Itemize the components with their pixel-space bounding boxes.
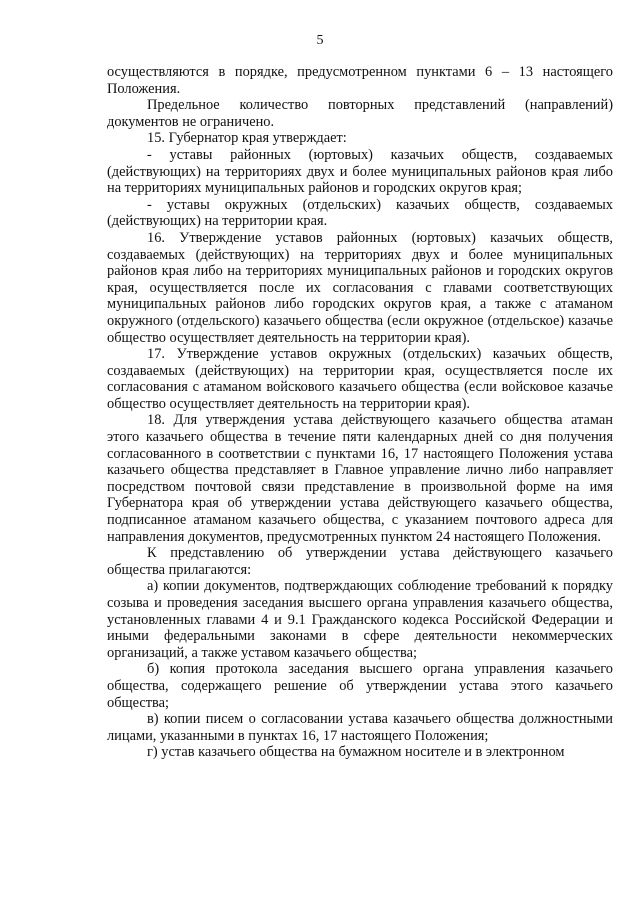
paragraph-item-15-bullet-1: - уставы районных (юртовых) казачьих обществ, создаваемых (действующих) на территориях двух и более муниципальных районов края либо на территориях муниципальных районов и городских округов края; [107,146,613,197]
document-body [107,64,613,761]
paragraph-item-15-bullet-2: - уставы окружных (отдельских) казачьих обществ, создаваемых (действующих) на территории края. [107,196,613,230]
paragraph-item-17: 17. Утверждение уставов окружных (отдельских) казачьих обществ, создаваемых (действующих) на территории края, осуществляется после их согласования с атаманом войскового казачьего общества (если войсковое казачье общество осуществляет деятельность на территории края). [107,346,613,412]
paragraph-item-16: 16. Утверждение уставов районных (юртовых) казачьих обществ, создаваемых (действующих) на территориях двух и более муниципальных районов края либо на территориях муниципальных районов и городских округов края, осуществляется после их согласования с главами соответствующих муниципальных районов либо городских округов края, а также с атаманом окружного (отдельского) казачьего общества (если окружное (отдельское) казачье общество осуществляет деятельность на территории края). [107,229,613,346]
paragraph-continuation: осуществляются в порядке, предусмотренном пунктами 6 – 13 настоящего Положения. [107,64,613,97]
paragraph-resubmission-limit: Предельное количество повторных представлений (направлений) документов не ограничено. [107,97,613,130]
paragraph-item-15: 15. Губернатор края утверждает: [147,130,347,147]
paragraph-attachment-v: в) копии писем о согласовании устава казачьего общества должностными лицами, указанными в пунктах 16, 17 настоящего Положения; [107,711,613,744]
paragraph-item-18: 18. Для утверждения устава действующего казачьего общества атаман этого казачьего общества в течение пяти календарных дней со дня получения согласованного в соответствии с пунктами 16, 17 настоящего Положения устава казачьего общества представляет в Главное управление лично либо направляет посредством почтовой связи представление в произвольной форме на имя Губернатора края об утверждении устава действующего казачьего общества, подписанное атаманом казачьего общества, с указанием почтового адреса для направления документов, предусмотренных пунктом 24 настоящего Положения. [107,412,613,545]
paragraph-attachments-intro: К представлению об утверждении устава действующего казачьего общества прилагаются: [107,545,613,578]
paragraph-attachment-a: а) копии документов, подтверждающих соблюдение требований к порядку созыва и проведения заседания высшего органа управления казачьего общества, установленных главами 4 и 9.1 Гражданского кодекса Российской Федерации и иными федеральными законами в сфере деятельности некоммерческих организаций, а также уставом казачьего общества; [107,578,613,661]
paragraph-attachment-b: б) копия протокола заседания высшего органа управления казачьего общества, содержащего решение об утверждении устава этого казачьего общества; [107,661,613,711]
paragraph-attachment-g: г) устав казачьего общества на бумажном носителе и в электронном [147,744,565,761]
page-number: 5 [316,33,324,48]
